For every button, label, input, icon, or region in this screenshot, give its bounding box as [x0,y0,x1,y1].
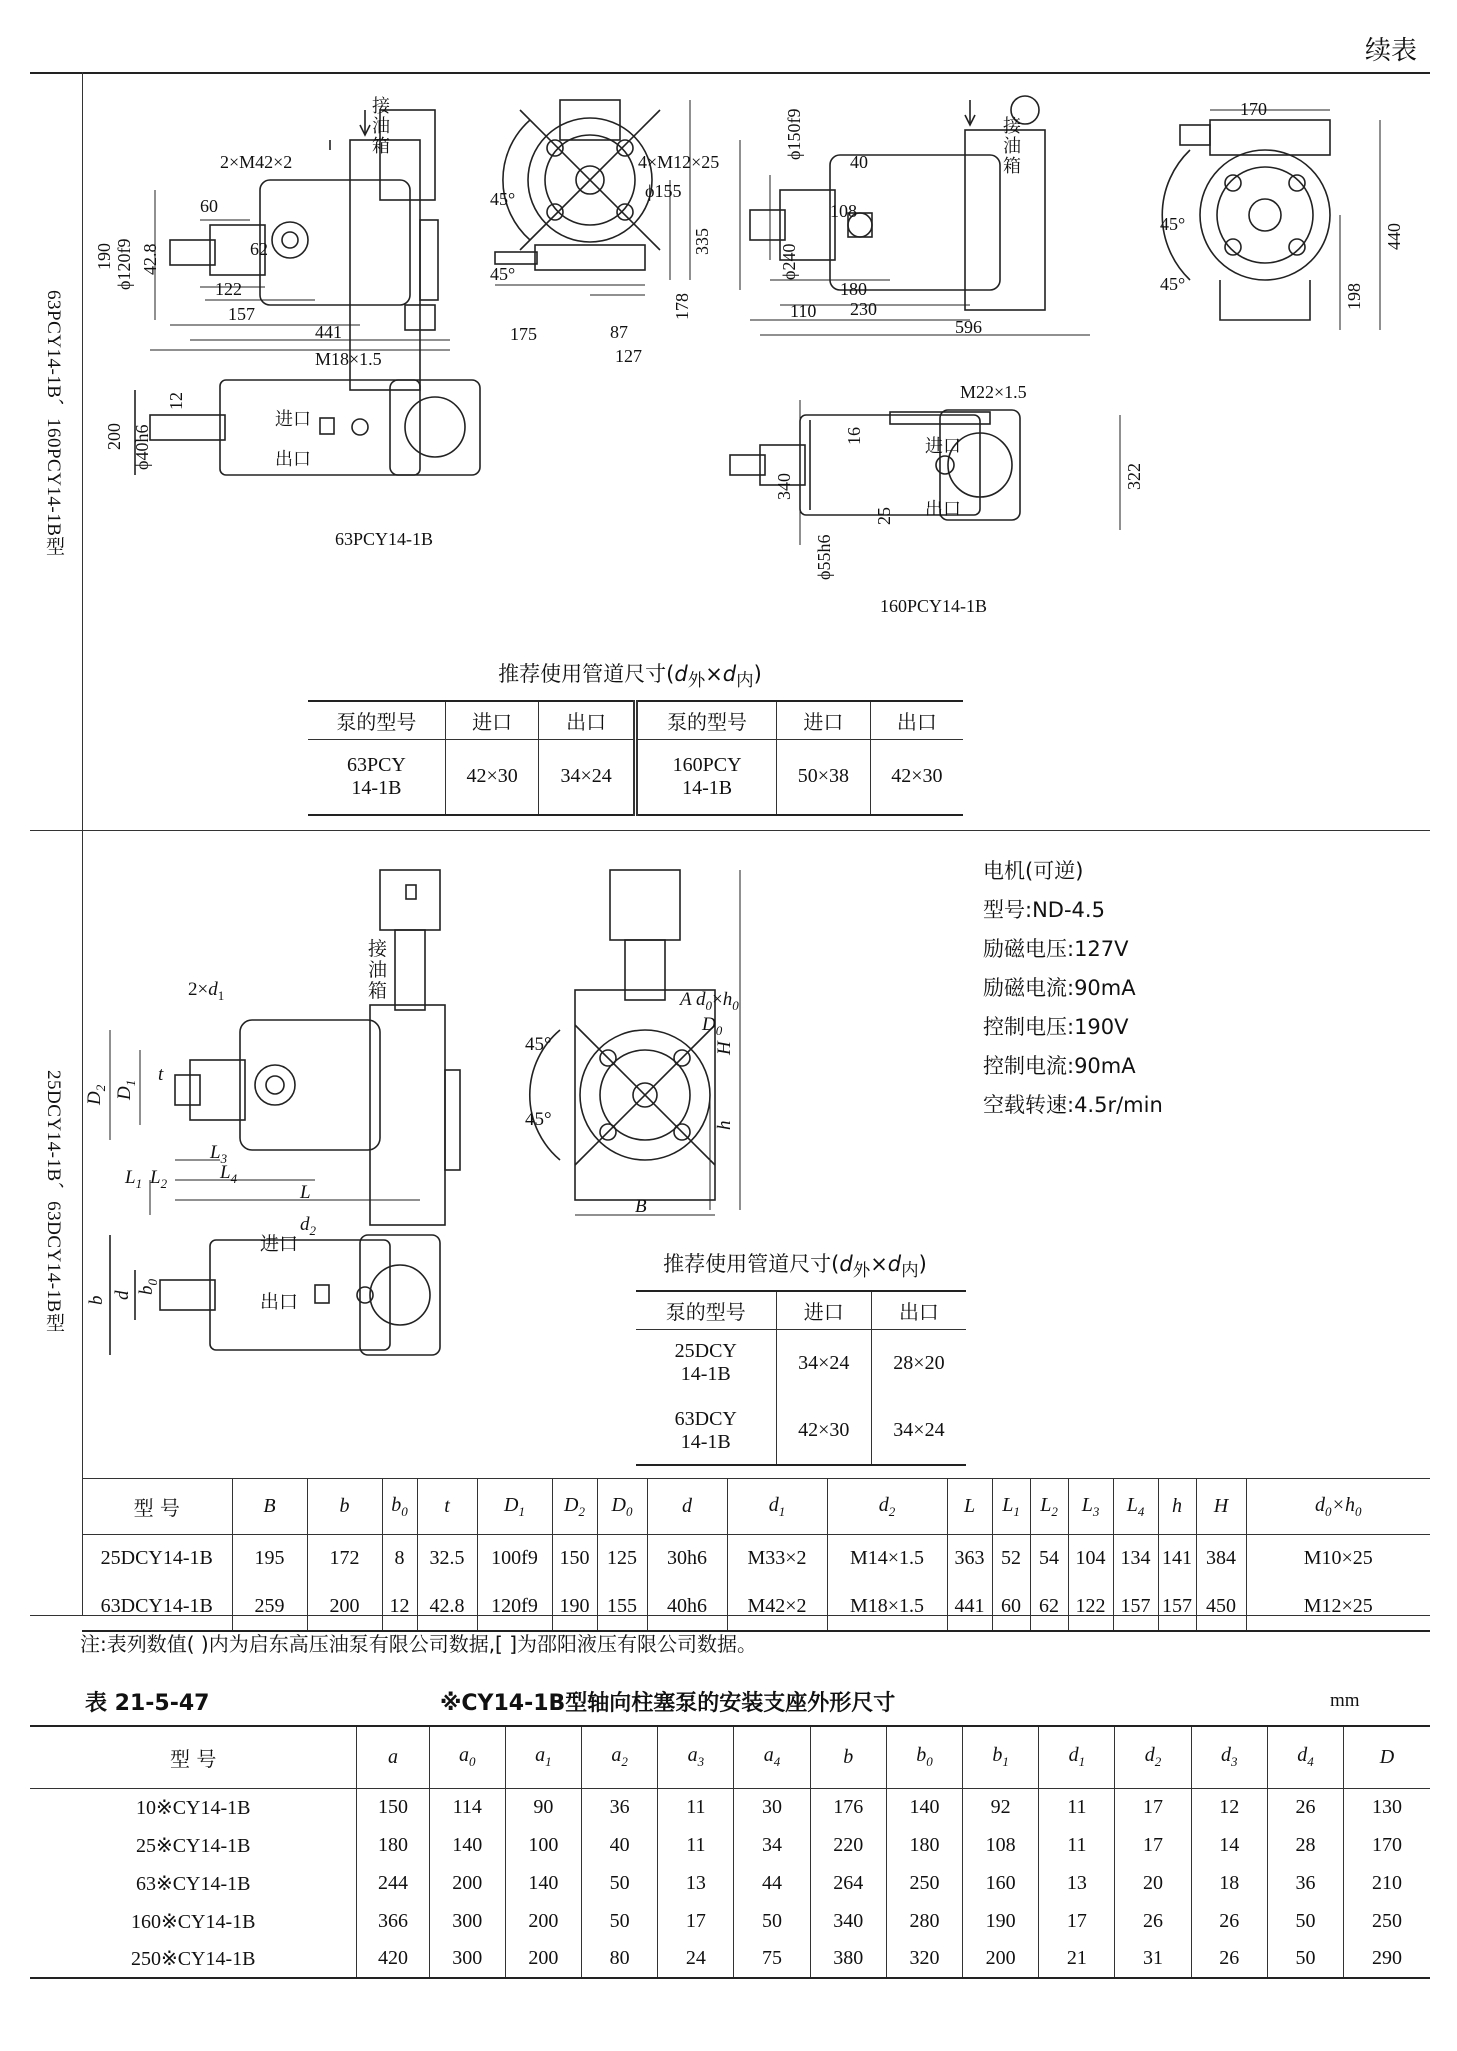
label: 45° [525,1034,552,1055]
value-cell: 31 [1115,1940,1191,1978]
label: 335 [692,228,712,255]
label: 箱 [368,980,388,1002]
label: 箱 [1003,156,1021,177]
value-cell: 160 [963,1864,1039,1902]
pcy-drawing-labels [94,96,1404,616]
header-cell: a [357,1726,429,1788]
table-row [82,1583,1430,1631]
pipe-table-pcy [308,700,963,816]
value-cell: 12 [1191,1788,1267,1826]
label: 出口 [260,1291,299,1313]
label: 2×M42×2 [220,152,293,172]
label: $L_2$ [150,1167,168,1191]
value-cell: 100 [505,1826,581,1864]
label: 12 [166,392,186,410]
value-cell: 157 [1158,1583,1196,1631]
label: 322 [1124,463,1144,490]
header-cell: $d_2$ [827,1479,947,1535]
header-cell: 型 号 [82,1479,232,1535]
label: 45° [1160,274,1186,294]
model-cell: 160PCY 14-1B [635,739,776,815]
value-cell: 220 [810,1826,886,1864]
section-divider [30,830,1430,831]
label: 60 [200,196,218,216]
value-cell: 42×30 [445,739,539,815]
value-cell: 34 [734,1826,810,1864]
value-cell: 120f9 [477,1583,552,1631]
label: 157 [228,304,255,324]
label: 180 [840,279,867,299]
label: ϕ150f9 [784,108,804,160]
value-cell: 28×20 [871,1329,966,1397]
header-cell: 泵的型号 [635,701,776,739]
value-cell: M12×25 [1246,1583,1430,1631]
value-cell: 60 [992,1583,1030,1631]
value-cell: 36 [582,1788,658,1826]
value-cell: 54 [1030,1535,1068,1583]
value-cell: 155 [597,1583,647,1631]
value-cell: 11 [658,1826,734,1864]
pcy160-front-view [1162,120,1330,320]
motor-spec-line: 控制电流:90mA [983,1054,1136,1078]
pipe-table-title: 推荐使用管道尺寸$(d_外\times d_内)$ [498,662,762,692]
label: 596 [955,317,982,337]
value-cell: 280 [886,1902,962,1940]
header-cell: 进口 [445,701,539,739]
value-cell: 30h6 [647,1535,727,1583]
header-cell: h [1158,1479,1196,1535]
value-cell: M42×2 [727,1583,827,1631]
value-cell: 26 [1191,1902,1267,1940]
table-row [82,1535,1430,1583]
value-cell: 140 [886,1788,962,1826]
value-cell: 140 [429,1826,505,1864]
label: 190 [94,243,114,270]
value-cell: 195 [232,1535,307,1583]
label: 进口 [925,436,961,457]
header-cell: $d_2$ [1115,1726,1191,1788]
value-cell: 134 [1113,1535,1158,1583]
label: 45° [1160,214,1186,234]
label: M18×1.5 [315,349,382,369]
value-cell: 300 [429,1940,505,1978]
label: 箱 [372,136,390,157]
table-row [30,1902,1430,1940]
motor-spec-line: 励磁电流:90mA [983,976,1136,1000]
value-cell: 180 [357,1826,429,1864]
value-cell: 157 [1113,1583,1158,1631]
header-cell: $d_3$ [1191,1726,1267,1788]
value-cell: 28 [1267,1826,1343,1864]
label: 45° [490,264,516,284]
table-title: ※CY14-1B型轴向柱塞泵的安装支座外形尺寸 [440,1691,896,1716]
value-cell: 122 [1068,1583,1113,1631]
value-cell: 210 [1344,1864,1430,1902]
header-cell: $d_0\times h_0$ [1246,1479,1430,1535]
label: $D_2$ [84,1084,108,1105]
motor-spec-line: 励磁电压:127V [983,937,1129,961]
value-cell: 17 [1115,1826,1191,1864]
label: 接 [372,96,390,117]
value-cell: 264 [810,1864,886,1902]
model-cell: 25DCY14-1B [100,1547,213,1570]
table-row [30,1864,1430,1902]
value-cell: 8 [382,1535,417,1583]
header-cell: 出口 [871,1291,966,1329]
value-cell: 50 [1267,1940,1343,1978]
value-cell: 150 [357,1788,429,1826]
motor-spec-line: 空载转速:4.5r/min [983,1093,1163,1117]
value-cell: 450 [1196,1583,1246,1631]
continued-label: 续表 [1364,36,1417,66]
value-cell: 21 [1039,1940,1115,1978]
value-cell: 384 [1196,1535,1246,1583]
label: 25 [874,507,894,525]
value-cell: 50 [582,1864,658,1902]
label: 62 [250,239,268,259]
label: A $d_0\times h_0$ [680,989,739,1013]
label: 油 [368,959,388,981]
model-cell: 10※CY14-1B [135,1796,251,1819]
header-cell: $L_3$ [1068,1479,1113,1535]
value-cell: 42×30 [776,1397,871,1465]
value-cell: 75 [734,1940,810,1978]
label: $D_1$ [114,1079,138,1100]
value-cell: 26 [1191,1940,1267,1978]
value-cell: 250 [886,1864,962,1902]
header-cell: b [307,1479,382,1535]
model-cell: 63DCY14-1B [100,1594,213,1617]
value-cell: 90 [505,1788,581,1826]
model-cell: 25※CY14-1B [135,1834,251,1857]
value-cell: 176 [810,1788,886,1826]
label: $D_0$ [702,1014,723,1038]
label: M22×1.5 [960,382,1027,402]
label: 340 [774,473,794,500]
model-cell: 63DCY 14-1B [636,1397,776,1465]
value-cell: 12 [382,1583,417,1631]
label: 接 [1003,116,1021,137]
header-cell: $L_2$ [1030,1479,1068,1535]
header-cell: 泵的型号 [308,701,445,739]
pcy63-front-view [495,100,660,270]
header-cell: $a_2$ [582,1726,658,1788]
model-cell: 63※CY14-1B [135,1872,251,1895]
value-cell: 17 [658,1902,734,1940]
value-cell: 36 [1267,1864,1343,1902]
value-cell: 114 [429,1788,505,1826]
table-number: 表 21-5-47 [85,1691,210,1716]
value-cell: 300 [429,1902,505,1940]
table-row [30,1788,1430,1826]
label: 170 [1240,99,1267,119]
label: $L_1$ [125,1167,143,1191]
section1-side-label: 63PCY14-1B、160PCY14-1B型 [43,290,64,556]
mount-dimension-table [30,1725,1430,1979]
table-row [30,1940,1430,1978]
value-cell: 40h6 [647,1583,727,1631]
header-cell: $b_0$ [886,1726,962,1788]
header-cell: $d_4$ [1267,1726,1343,1788]
value-cell: 34×24 [539,739,636,815]
value-cell: 420 [357,1940,429,1978]
dcy-dimension-table [82,1478,1430,1632]
value-cell: 180 [886,1826,962,1864]
value-cell: 50 [1267,1902,1343,1940]
value-cell: 140 [505,1864,581,1902]
label: $L_3$ [210,1142,228,1166]
label: 接 [368,938,388,960]
value-cell: 50 [734,1902,810,1940]
header-cell: 出口 [870,701,963,739]
value-cell: 40 [582,1826,658,1864]
value-cell: 34×24 [776,1329,871,1397]
table-unit: mm [1330,1690,1360,1711]
label: H [714,1041,735,1055]
label: ϕ40h6 [132,424,152,470]
label: b [86,1295,107,1305]
value-cell: 190 [552,1583,597,1631]
value-cell: 108 [963,1826,1039,1864]
motor-spec-line: 电机(可逆) [983,859,1084,883]
label: 16 [844,427,864,445]
label: $L_4$ [220,1162,238,1186]
label: d [112,1290,133,1300]
header-cell: $b_1$ [963,1726,1039,1788]
label: 122 [215,279,242,299]
value-cell: 172 [307,1535,382,1583]
value-cell: 130 [1344,1788,1430,1826]
pump-drawings-pcy [90,80,1430,640]
value-cell: 30 [734,1788,810,1826]
label: h [714,1120,735,1130]
pcy160-top-view [730,410,1020,520]
header-cell: 型 号 [30,1726,357,1788]
side-divider [82,72,83,1615]
value-cell: 441 [947,1583,992,1631]
caption: 160PCY14-1B [880,596,988,616]
value-cell: M18×1.5 [827,1583,947,1631]
header-cell: d [647,1479,727,1535]
label: ϕ240 [779,243,799,280]
value-cell: 26 [1267,1788,1343,1826]
value-cell: 42.8 [417,1583,477,1631]
value-cell: 170 [1344,1826,1430,1864]
motor-spec-list [983,852,1163,1125]
header-cell: $L_4$ [1113,1479,1158,1535]
value-cell: 44 [734,1864,810,1902]
value-cell: 11 [658,1788,734,1826]
label: $2\times d_1$ [188,979,225,1003]
value-cell: 340 [810,1902,886,1940]
value-cell: 50 [582,1902,658,1940]
label: ϕ120f9 [114,238,134,290]
value-cell: 363 [947,1535,992,1583]
label: 油 [1003,136,1021,157]
label: 40 [850,152,868,172]
header-cell: $D_0$ [597,1479,647,1535]
header-cell: b [810,1726,886,1788]
value-cell: 14 [1191,1826,1267,1864]
label: 127 [615,346,642,366]
header-cell: $D_1$ [477,1479,552,1535]
label: 进口 [260,1233,299,1255]
value-cell: 320 [886,1940,962,1978]
value-cell: 20 [1115,1864,1191,1902]
header-cell: $d_1$ [1039,1726,1115,1788]
caption: 63PCY14-1B [335,529,434,549]
header-cell: D [1344,1726,1430,1788]
pcy63-side-view [170,110,438,390]
header-cell: $a_4$ [734,1726,810,1788]
header-cell: t [417,1479,477,1535]
header-cell: $b_0$ [382,1479,417,1535]
value-cell: 32.5 [417,1535,477,1583]
label: 198 [1344,283,1364,310]
value-cell: 52 [992,1535,1030,1583]
value-cell: 200 [963,1940,1039,1978]
pcy160-top-dims [800,400,1120,545]
model-cell: 250※CY14-1B [130,1948,256,1970]
value-cell: 17 [1115,1788,1191,1826]
header-cell: $D_2$ [552,1479,597,1535]
model-cell: 25DCY 14-1B [636,1329,776,1397]
value-cell: 17 [1039,1902,1115,1940]
section-bottom-rule [30,1615,1430,1616]
label: L [300,1182,311,1203]
label: 45° [525,1109,552,1130]
label: 108 [830,201,857,221]
value-cell: 259 [232,1583,307,1631]
label: 进口 [275,409,311,430]
motor-spec-line: 型号:ND-4.5 [983,898,1105,922]
model-cell: 160※CY14-1B [130,1910,256,1933]
motor-spec-line: 控制电压:190V [983,1015,1129,1039]
value-cell: 26 [1115,1902,1191,1940]
value-cell: 42×30 [870,739,963,815]
value-cell: 141 [1158,1535,1196,1583]
dcy-side-view [175,870,460,1225]
label: B [635,1196,647,1217]
value-cell: 11 [1039,1788,1115,1826]
label: 出口 [275,449,311,470]
value-cell: 200 [307,1583,382,1631]
label: $d_2$ [300,1214,316,1238]
label: 45° [490,189,516,209]
header-cell: $a_3$ [658,1726,734,1788]
value-cell: 11 [1039,1826,1115,1864]
pipe-table-title-dcy: 推荐使用管道尺寸$(d_外\times d_内)$ [663,1252,927,1282]
value-cell: 150 [552,1535,597,1583]
value-cell: M10×25 [1246,1535,1430,1583]
value-cell: 13 [1039,1864,1115,1902]
value-cell: 80 [582,1940,658,1978]
top-rule [30,72,1430,74]
value-cell: 200 [505,1940,581,1978]
label: 175 [510,324,537,344]
label: 230 [850,299,877,319]
value-cell: 104 [1068,1535,1113,1583]
value-cell: 200 [429,1864,505,1902]
header-cell: 泵的型号 [636,1291,776,1329]
header-cell: $a_0$ [429,1726,505,1788]
value-cell: 250 [1344,1902,1430,1940]
table-note: 注:表列数值( )内为启东高压油泵有限公司数据,[ ]为邵阳液压有限公司数据。 [80,1632,758,1656]
section2-side-label: 25DCY14-1B、63DCY14-1B型 [43,1070,64,1333]
label: 178 [672,293,692,320]
label: 42.8 [140,243,160,275]
label: t [158,1064,164,1085]
label: 4×M12×25 [638,152,720,172]
dcy-front-view [530,870,715,1200]
value-cell: 18 [1191,1864,1267,1902]
value-cell: 62 [1030,1583,1068,1631]
header-cell: 出口 [539,701,636,739]
header-cell: 进口 [776,1291,871,1329]
label: 87 [610,322,628,342]
label: 200 [104,423,124,450]
value-cell: 380 [810,1940,886,1978]
value-cell: 50×38 [777,739,871,815]
header-cell: H [1196,1479,1246,1535]
label: ϕ55h6 [814,534,834,580]
value-cell: 34×24 [871,1397,966,1465]
header-cell: B [232,1479,307,1535]
header-cell: $L_1$ [992,1479,1030,1535]
header-cell: L [947,1479,992,1535]
header-cell: 进口 [777,701,871,739]
pipe-table-dcy [636,1290,966,1466]
model-cell: 63PCY 14-1B [308,739,445,815]
value-cell: 125 [597,1535,647,1583]
label: 出口 [925,499,961,520]
value-cell: 200 [505,1902,581,1940]
label: 441 [315,322,342,342]
value-cell: M33×2 [727,1535,827,1583]
label: 110 [790,301,817,321]
label: ϕ155 [645,181,682,201]
table-row [30,1826,1430,1864]
header-cell: $a_1$ [505,1726,581,1788]
label: $b_0$ [136,1279,160,1295]
header-cell: $d_1$ [727,1479,827,1535]
label: 油 [372,116,390,137]
value-cell: 24 [658,1940,734,1978]
label: 440 [1384,223,1404,250]
value-cell: 366 [357,1902,429,1940]
value-cell: 100f9 [477,1535,552,1583]
value-cell: 13 [658,1864,734,1902]
value-cell: 244 [357,1864,429,1902]
value-cell: 290 [1344,1940,1430,1978]
value-cell: M14×1.5 [827,1535,947,1583]
value-cell: 190 [963,1902,1039,1940]
value-cell: 92 [963,1788,1039,1826]
